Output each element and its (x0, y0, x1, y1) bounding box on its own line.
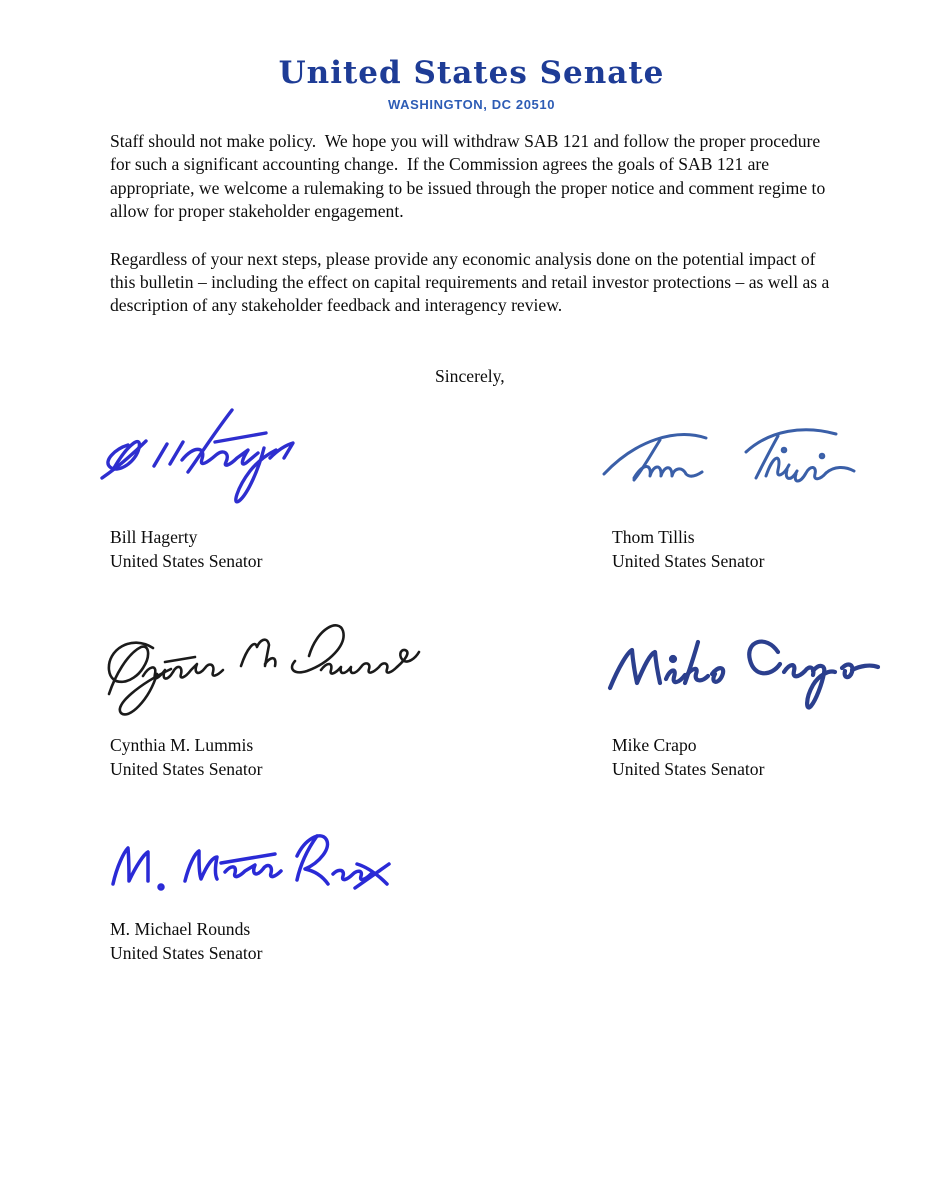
signer-name: M. Michael Rounds (110, 919, 251, 939)
bill-hagerty-signature-icon (98, 406, 333, 514)
paragraph-1: Staff should not make policy. We hope you will withdraw SAB 121 and follow the proper procedure for such a significant accounting change. If the Commission agrees the goals of SAB 121 are appropriate, we welcome a rulemaking to be issued through the proper notice and comment regime to allow for proper stakeholder engagement. (110, 131, 830, 222)
signer-name: Bill Hagerty (110, 527, 198, 547)
signer-title: United States Senator (110, 550, 263, 571)
signer-block-thom-tillis (612, 526, 764, 573)
mike-crapo-signature-icon (602, 626, 882, 722)
signer-title: United States Senator (110, 758, 263, 779)
signer-name: Mike Crapo (612, 735, 697, 755)
signer-block-bill-hagerty (110, 526, 262, 573)
letterhead-address: WASHINGTON, DC 20510 (387, 97, 556, 113)
signer-name: Cynthia M. Lummis (110, 735, 254, 755)
letterhead (0, 56, 943, 112)
signer-title: United States Senator (110, 942, 263, 963)
thom-tillis-signature (598, 420, 864, 500)
bill-hagerty-signature (98, 406, 333, 514)
cynthia-lummis-signature (95, 616, 425, 738)
thom-tillis-signature-icon (598, 420, 864, 500)
letter-body (110, 130, 842, 318)
paragraph-2: Regardless of your next steps, please provide any economic analysis done on the potential impact of this bulletin – including the effect on capital requirements and retail investor protections – as well as a description of any stakeholder feedback and interagency review. (110, 248, 834, 316)
letterhead-title: United States Senate (278, 55, 665, 91)
mike-crapo-signature (602, 626, 882, 722)
michael-rounds-signature (103, 826, 395, 922)
signer-block-cynthia-lummis (110, 734, 262, 781)
signer-title: United States Senator (612, 550, 765, 571)
closing-sincerely: Sincerely, (435, 366, 505, 386)
signer-name: Thom Tillis (612, 527, 695, 547)
cynthia-lummis-signature-icon (95, 616, 425, 738)
signer-title: United States Senator (612, 758, 765, 779)
signer-block-mike-crapo (612, 734, 764, 781)
michael-rounds-signature-icon (103, 826, 395, 922)
signer-block-michael-rounds (110, 918, 262, 965)
